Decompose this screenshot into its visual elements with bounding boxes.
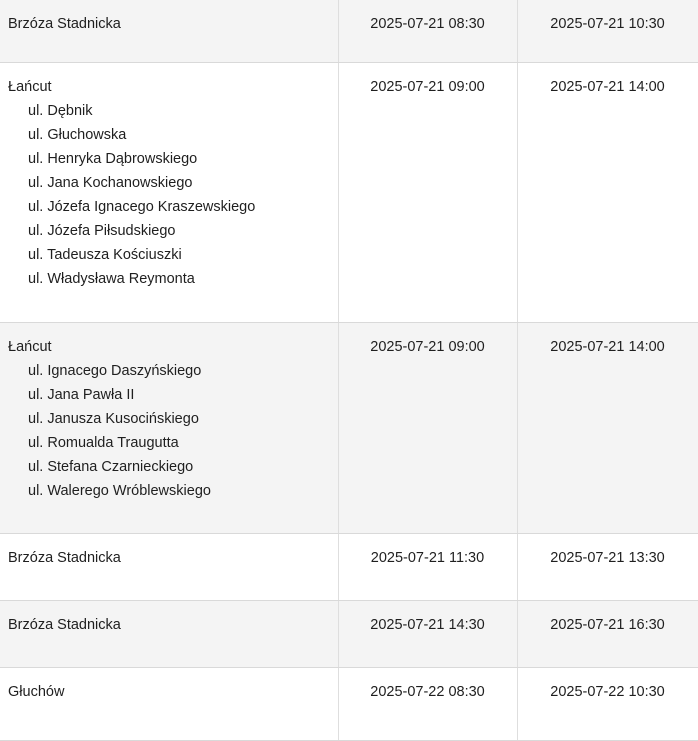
street-name: ul. Władysława Reymonta <box>28 271 195 287</box>
street-name: ul. Janusza Kusocińskiego <box>28 411 199 427</box>
place-name: Brzóza Stadnicka <box>8 550 121 566</box>
start-time-cell: 2025-07-21 11:30 <box>338 534 517 601</box>
end-time-cell: 2025-07-21 16:30 <box>517 601 698 668</box>
start-time-cell: 2025-07-21 09:00 <box>338 63 517 323</box>
location-cell <box>0 0 338 63</box>
start-time-cell: 2025-07-22 08:30 <box>338 668 517 741</box>
place-name: Głuchów <box>8 684 65 700</box>
table-row <box>0 0 698 63</box>
street-name: ul. Głuchowska <box>28 127 127 143</box>
place-name: Brzóza Stadnicka <box>8 16 121 32</box>
place-name: Brzóza Stadnicka <box>8 617 121 633</box>
table-row <box>0 534 698 601</box>
location-cell <box>0 668 338 741</box>
street-name: ul. Dębnik <box>28 103 93 119</box>
street-name: ul. Henryka Dąbrowskiego <box>28 151 198 167</box>
street-name: ul. Józefa Piłsudskiego <box>28 223 176 239</box>
street-name: ul. Jana Kochanowskiego <box>28 175 193 191</box>
street-name: ul. Józefa Ignacego Kraszewskiego <box>28 199 256 215</box>
location-cell <box>0 601 338 668</box>
end-time-cell: 2025-07-21 14:00 <box>517 63 698 323</box>
end-time-cell: 2025-07-21 13:30 <box>517 534 698 601</box>
place-name: Łańcut <box>8 79 52 95</box>
location-cell <box>0 63 338 323</box>
end-time-cell: 2025-07-22 10:30 <box>517 668 698 741</box>
table-row <box>0 323 698 534</box>
street-name: ul. Stefana Czarnieckiego <box>28 459 194 475</box>
street-name: ul. Ignacego Daszyńskiego <box>28 363 202 379</box>
end-time-cell: 2025-07-21 14:00 <box>517 323 698 534</box>
start-time-cell: 2025-07-21 14:30 <box>338 601 517 668</box>
start-time-cell: 2025-07-21 09:00 <box>338 323 517 534</box>
location-cell <box>0 323 338 534</box>
table-row <box>0 63 698 323</box>
street-name: ul. Walerego Wróblewskiego <box>28 483 211 499</box>
table-row <box>0 601 698 668</box>
place-name: Łańcut <box>8 339 52 355</box>
start-time-cell: 2025-07-21 08:30 <box>338 0 517 63</box>
street-name: ul. Jana Pawła II <box>28 387 135 403</box>
table-row <box>0 668 698 741</box>
end-time-cell: 2025-07-21 10:30 <box>517 0 698 63</box>
location-cell <box>0 534 338 601</box>
street-name: ul. Tadeusza Kościuszki <box>28 247 182 263</box>
street-name: ul. Romualda Traugutta <box>28 435 179 451</box>
